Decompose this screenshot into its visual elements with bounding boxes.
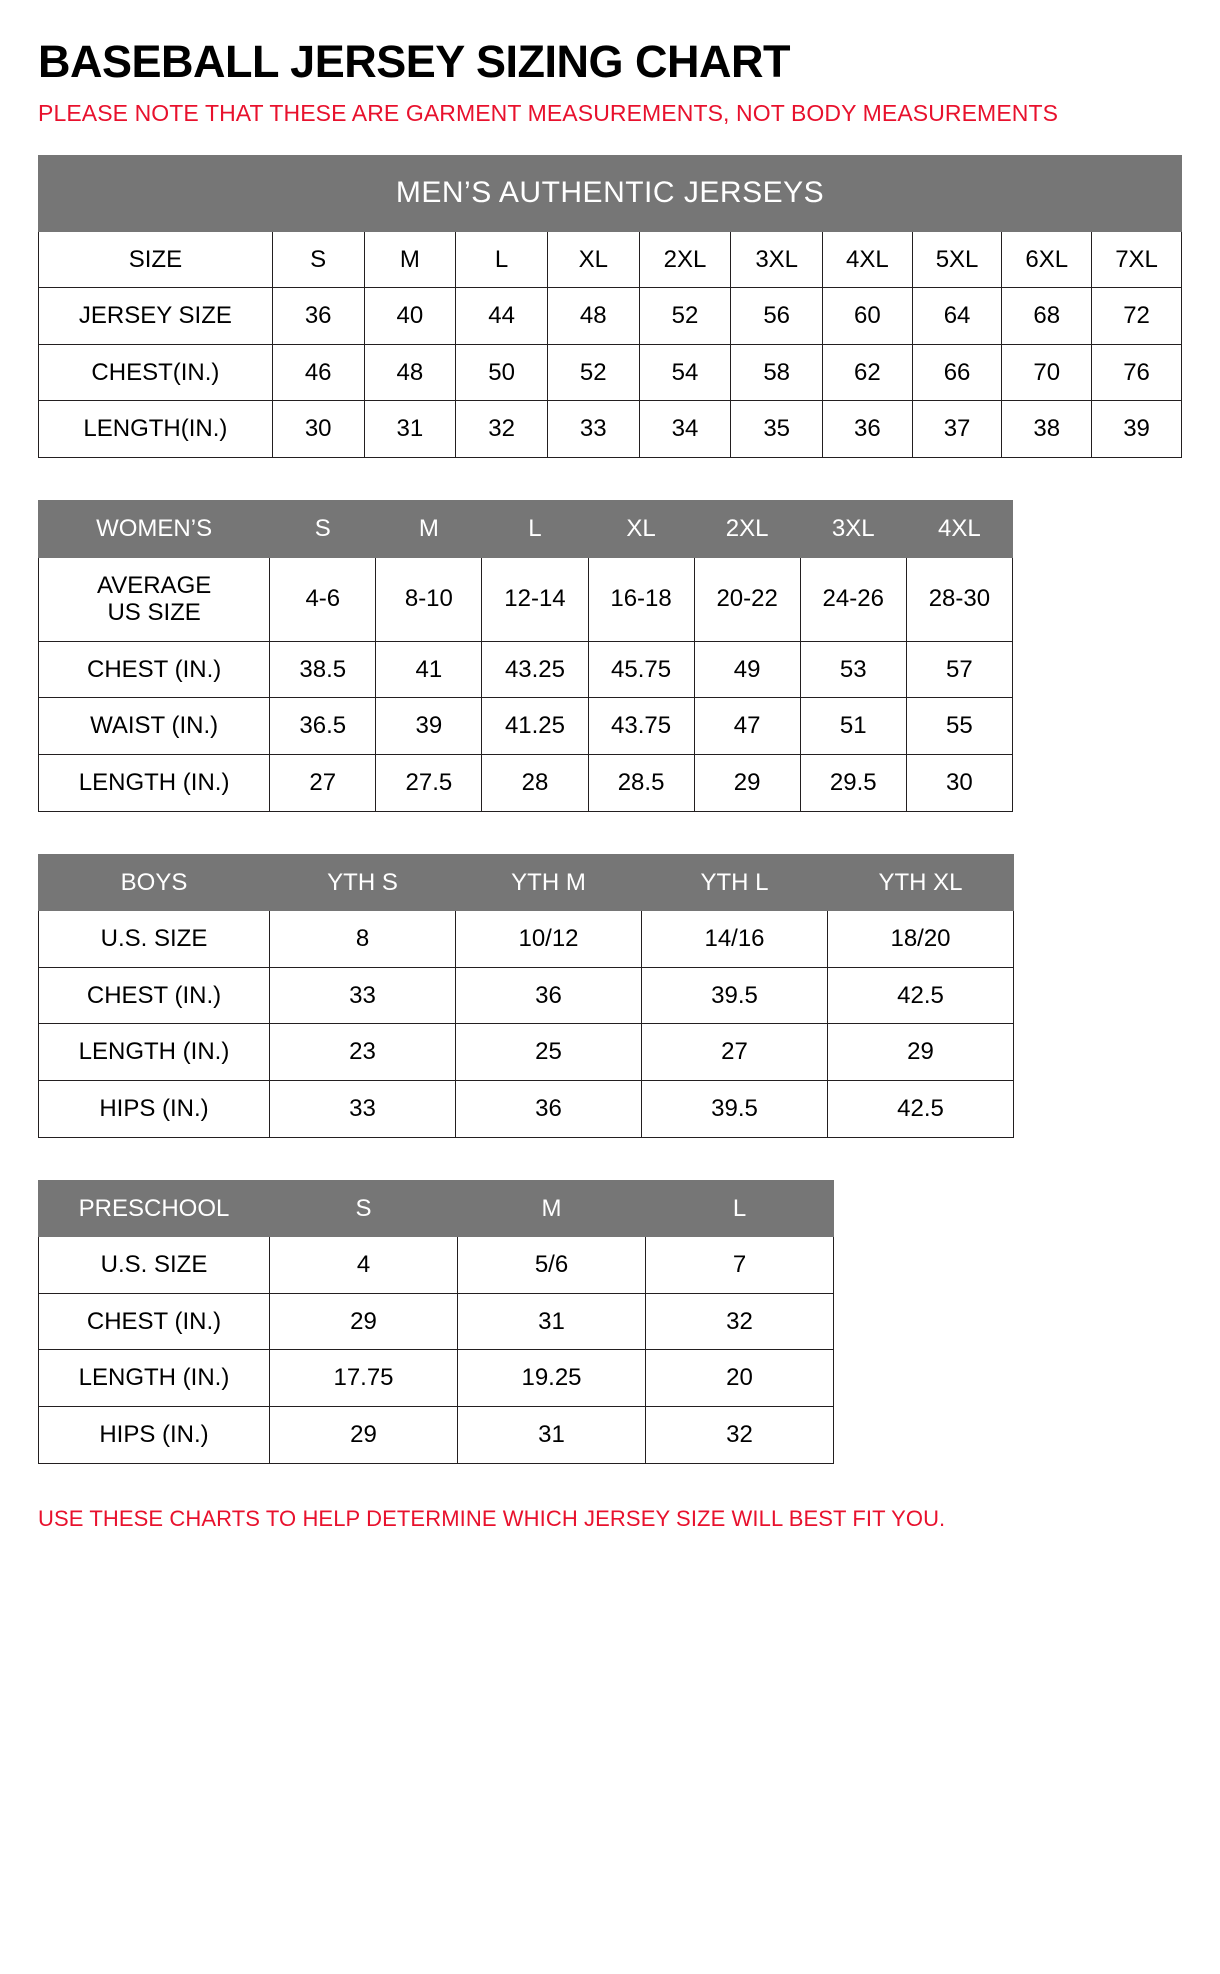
cell: 72 [1092,288,1182,345]
womens-size-2xl: 2XL [694,501,800,558]
cell: 24-26 [800,557,906,641]
mens-banner-row [39,156,1182,232]
row-label [39,557,270,641]
mens-size-6xl: 6XL [1002,231,1092,288]
table-row [39,1350,834,1407]
cell: 20-22 [694,557,800,641]
table-row [39,401,1182,458]
cell: 68 [1002,288,1092,345]
cell: 30 [272,401,364,458]
cell: 35 [731,401,823,458]
cell: 43.75 [588,698,694,755]
cell: 12-14 [482,557,588,641]
cell: 36 [456,967,642,1024]
table-row [39,1293,834,1350]
row-label: LENGTH (IN.) [39,1024,270,1081]
row-label: HIPS (IN.) [39,1406,270,1463]
womens-size-m: M [376,501,482,558]
cell: 39.5 [642,1080,828,1137]
cell: 17.75 [270,1350,458,1407]
row-label: CHEST (IN.) [39,641,270,698]
cell: 29 [270,1406,458,1463]
cell: 29.5 [800,754,906,811]
mens-header-row [39,231,1182,288]
cell: 64 [912,288,1002,345]
cell: 39 [376,698,482,755]
row-label: JERSEY SIZE [39,288,273,345]
boys-header-row [39,854,1014,911]
cell: 30 [906,754,1012,811]
cell: 40 [364,288,456,345]
mens-size-s: S [272,231,364,288]
cell: 29 [694,754,800,811]
cell: 28 [482,754,588,811]
cell: 7 [646,1237,834,1294]
row-label: HIPS (IN.) [39,1080,270,1137]
womens-header-row [39,501,1013,558]
cell: 51 [800,698,906,755]
cell: 34 [639,401,731,458]
cell: 27 [642,1024,828,1081]
table-row [39,1406,834,1463]
cell: 32 [646,1406,834,1463]
row-label: U.S. SIZE [39,911,270,968]
boys-size-yth-m: YTH M [456,854,642,911]
cell: 27.5 [376,754,482,811]
cell: 8 [270,911,456,968]
mens-size-label: SIZE [39,231,273,288]
measurement-note: PLEASE NOTE THAT THESE ARE GARMENT MEASUREMENTS, NOT BODY MEASUREMENTS [38,100,1059,127]
table-row [39,641,1013,698]
cell: 52 [547,344,639,401]
preschool-sizing-table [38,1180,834,1464]
footer-note: USE THESE CHARTS TO HELP DETERMINE WHICH JERSEY SIZE WILL BEST FIT YOU. [38,1505,946,1531]
row-label: CHEST (IN.) [39,967,270,1024]
womens-label: WOMEN’S [39,501,270,558]
boys-size-yth-s: YTH S [270,854,456,911]
cell: 18/20 [828,911,1014,968]
cell: 29 [828,1024,1014,1081]
cell: 41.25 [482,698,588,755]
mens-size-m: M [364,231,456,288]
row-label: U.S. SIZE [39,1237,270,1294]
cell: 16-18 [588,557,694,641]
womens-size-xl: XL [588,501,694,558]
cell: 38 [1002,401,1092,458]
womens-size-l: L [482,501,588,558]
cell: 42.5 [828,967,1014,1024]
preschool-size-s: S [270,1180,458,1237]
mens-size-xl: XL [547,231,639,288]
cell: 10/12 [456,911,642,968]
cell: 70 [1002,344,1092,401]
cell: 48 [547,288,639,345]
page-title: BASEBALL JERSEY SIZING CHART [38,36,790,87]
cell: 41 [376,641,482,698]
boys-label: BOYS [39,854,270,911]
cell: 57 [906,641,1012,698]
womens-size-4xl: 4XL [906,501,1012,558]
row-label: CHEST(IN.) [39,344,273,401]
preschool-header-row [39,1180,834,1237]
table-row [39,557,1013,641]
cell: 4 [270,1237,458,1294]
mens-size-5xl: 5XL [912,231,1002,288]
cell: 29 [270,1293,458,1350]
row-label: WAIST (IN.) [39,698,270,755]
cell: 39 [1092,401,1182,458]
cell: 19.25 [458,1350,646,1407]
cell: 36 [823,401,913,458]
cell: 20 [646,1350,834,1407]
cell: 28-30 [906,557,1012,641]
mens-banner: MEN’S AUTHENTIC JERSEYS [39,156,1182,232]
cell: 49 [694,641,800,698]
row-label: LENGTH (IN.) [39,1350,270,1407]
cell: 8-10 [376,557,482,641]
cell: 48 [364,344,456,401]
row-label: LENGTH (IN.) [39,754,270,811]
womens-size-s: S [270,501,376,558]
table-row [39,1024,1014,1081]
cell: 33 [270,967,456,1024]
cell: 45.75 [588,641,694,698]
cell: 31 [364,401,456,458]
cell: 33 [270,1080,456,1137]
table-row [39,1237,834,1294]
cell: 55 [906,698,1012,755]
cell: 39.5 [642,967,828,1024]
cell: 38.5 [270,641,376,698]
cell: 31 [458,1406,646,1463]
preschool-size-l: L [646,1180,834,1237]
cell: 43.25 [482,641,588,698]
cell: 50 [456,344,548,401]
cell: 56 [731,288,823,345]
cell: 46 [272,344,364,401]
boys-size-yth-xl: YTH XL [828,854,1014,911]
table-row [39,754,1013,811]
cell: 37 [912,401,1002,458]
cell: 27 [270,754,376,811]
cell: 31 [458,1293,646,1350]
row-label-line1: AVERAGE [96,571,212,599]
womens-sizing-table [38,500,1013,812]
table-row [39,698,1013,755]
cell: 53 [800,641,906,698]
cell: 42.5 [828,1080,1014,1137]
cell: 76 [1092,344,1182,401]
preschool-label: PRESCHOOL [39,1180,270,1237]
row-label: CHEST (IN.) [39,1293,270,1350]
cell: 4-6 [270,557,376,641]
row-label: LENGTH(IN.) [39,401,273,458]
table-row [39,967,1014,1024]
cell: 33 [547,401,639,458]
mens-size-l: L [456,231,548,288]
cell: 62 [823,344,913,401]
cell: 36 [456,1080,642,1137]
cell: 32 [646,1293,834,1350]
cell: 36 [272,288,364,345]
cell: 44 [456,288,548,345]
mens-size-7xl: 7XL [1092,231,1182,288]
mens-size-4xl: 4XL [823,231,913,288]
boys-size-yth-l: YTH L [642,854,828,911]
table-row [39,1080,1014,1137]
cell: 36.5 [270,698,376,755]
cell: 25 [456,1024,642,1081]
cell: 66 [912,344,1002,401]
cell: 52 [639,288,731,345]
cell: 54 [639,344,731,401]
mens-size-2xl: 2XL [639,231,731,288]
womens-size-3xl: 3XL [800,501,906,558]
preschool-size-m: M [458,1180,646,1237]
mens-size-3xl: 3XL [731,231,823,288]
cell: 60 [823,288,913,345]
cell: 14/16 [642,911,828,968]
cell: 58 [731,344,823,401]
cell: 28.5 [588,754,694,811]
table-row [39,344,1182,401]
row-label-line2: US SIZE [107,599,201,627]
mens-sizing-table [38,155,1182,458]
cell: 23 [270,1024,456,1081]
cell: 5/6 [458,1237,646,1294]
table-row [39,288,1182,345]
boys-sizing-table [38,854,1014,1138]
cell: 32 [456,401,548,458]
table-row [39,911,1014,968]
cell: 47 [694,698,800,755]
